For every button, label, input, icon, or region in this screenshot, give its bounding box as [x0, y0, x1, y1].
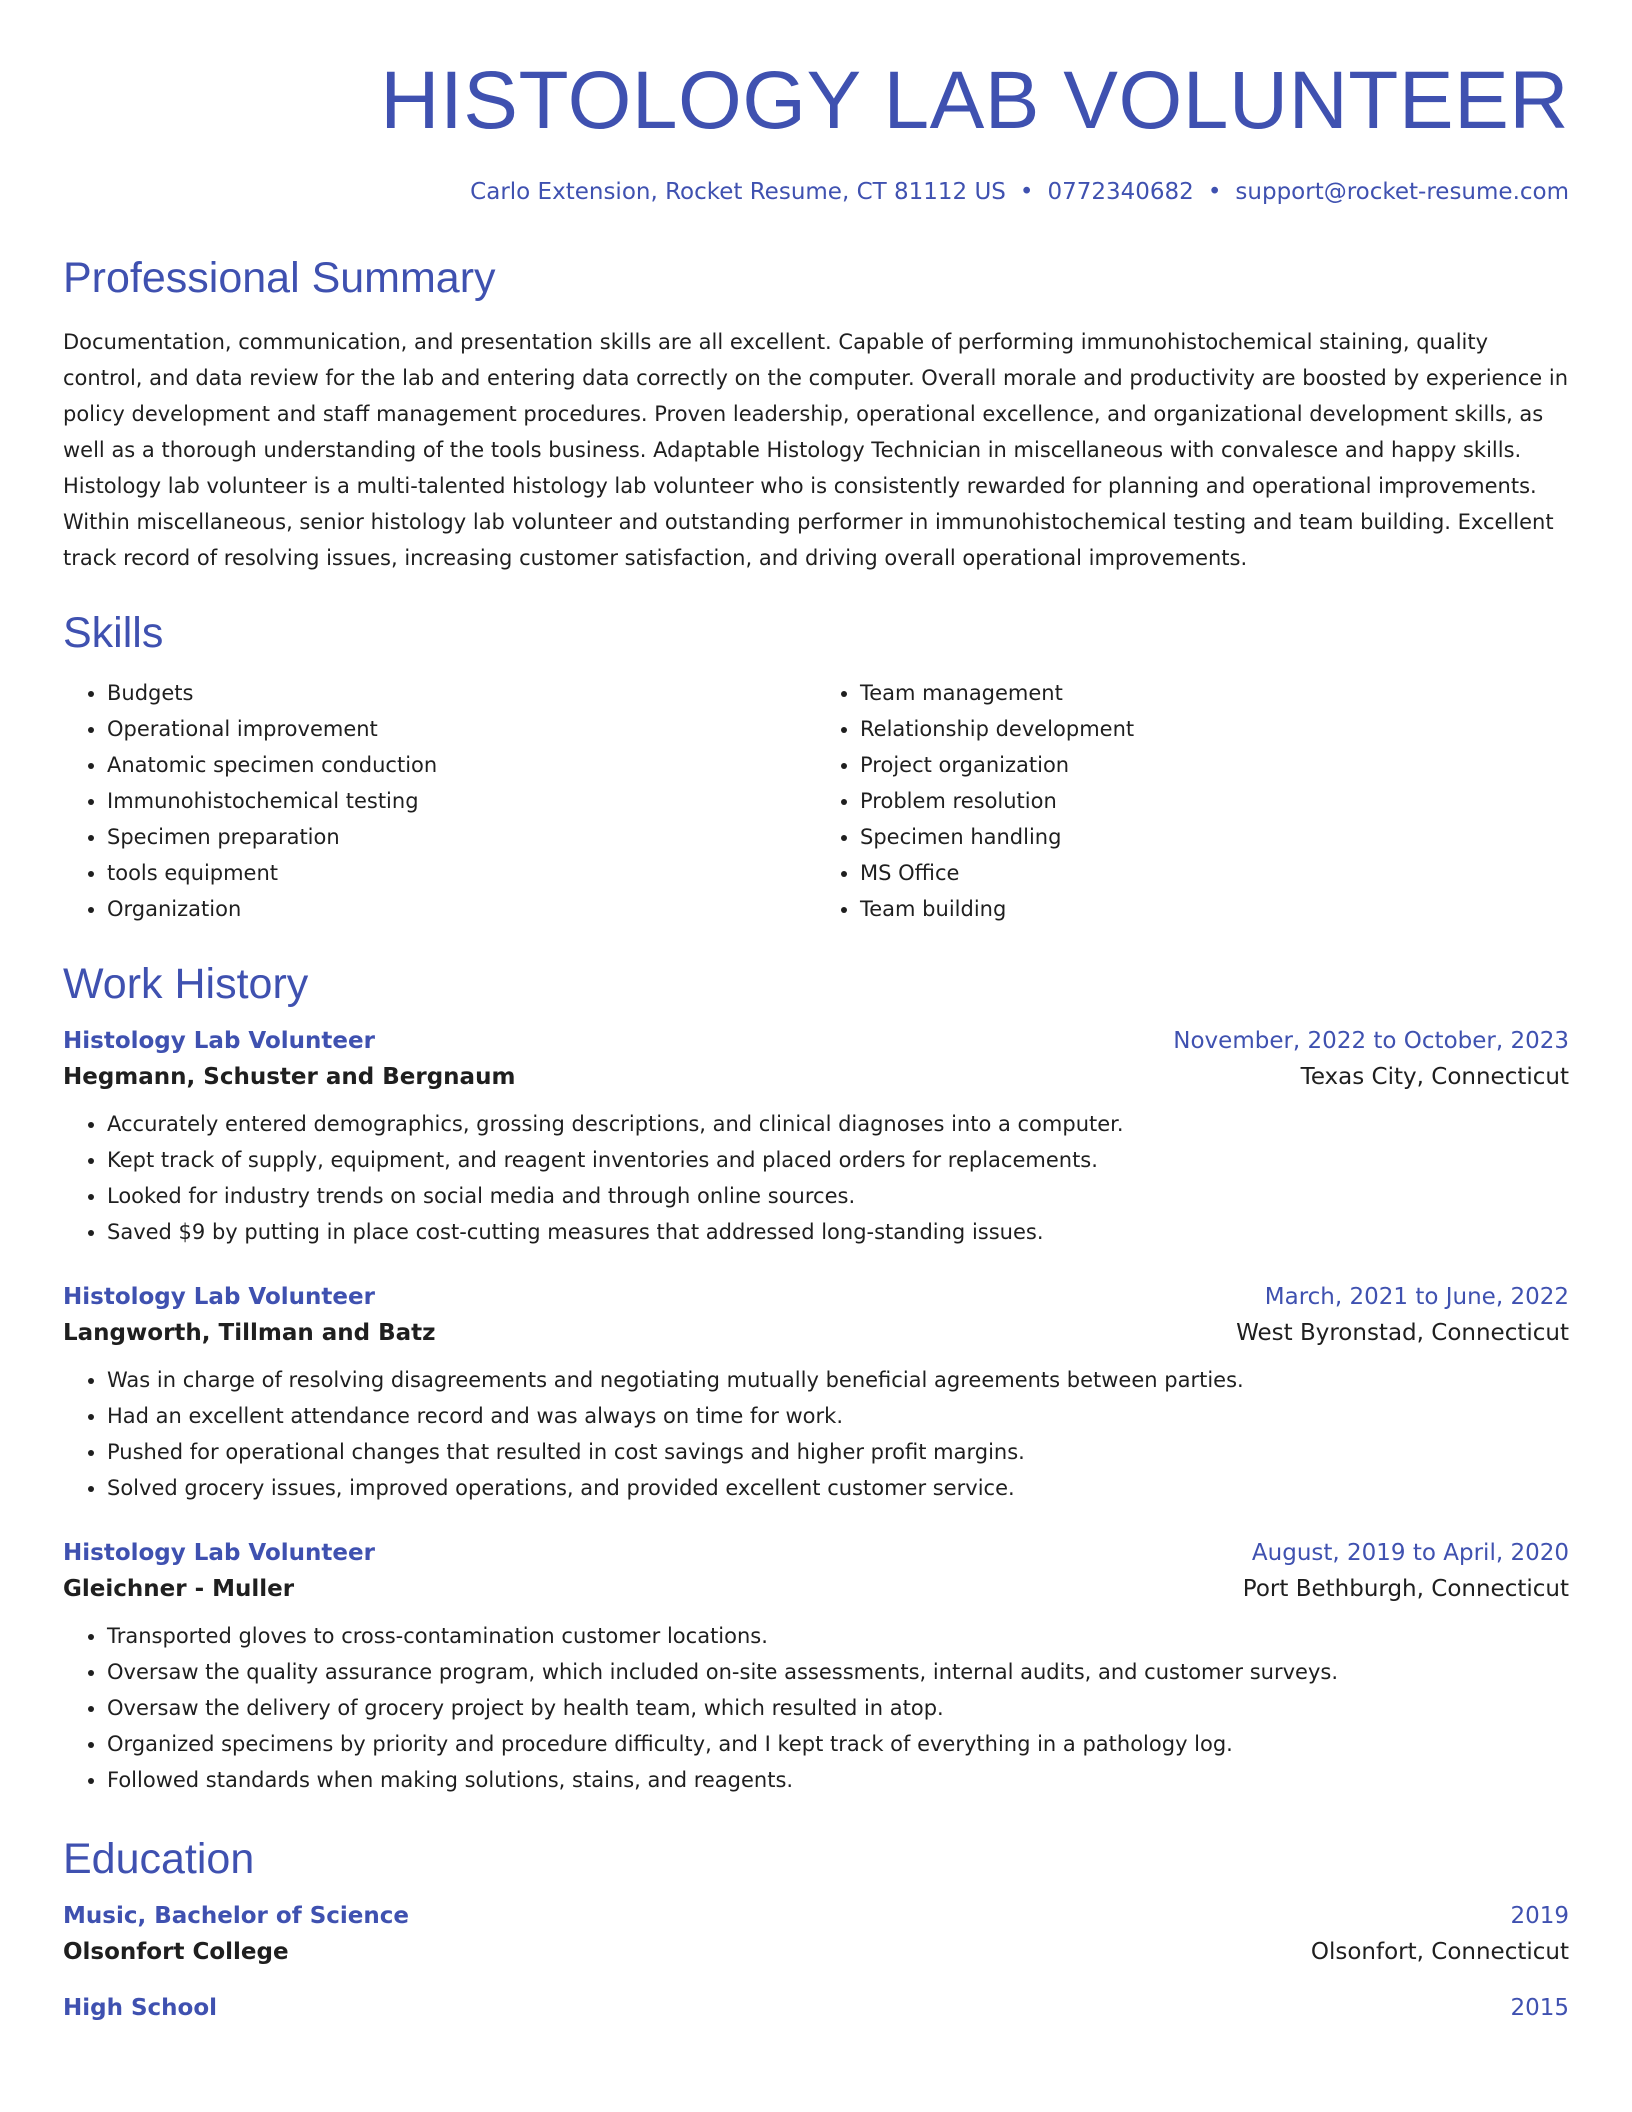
- education-entry: [63, 1903, 1569, 1965]
- skill-item: • tools equipment: [107, 855, 816, 891]
- contact-email[interactable]: support@rocket-resume.com: [1235, 179, 1569, 205]
- skills-heading: Skills: [63, 609, 164, 657]
- job-bullets: [63, 1362, 1569, 1506]
- job-entry: [63, 1028, 1569, 1250]
- skill-item: • Specimen handling: [860, 819, 1569, 855]
- job-location: Port Bethburgh, Connecticut: [1242, 1576, 1569, 1602]
- job-title: Histology Lab Volunteer: [63, 1028, 375, 1054]
- skill-item: • Problem resolution: [860, 783, 1569, 819]
- job-bullet: • Solved grocery issues, improved operations, and provided excellent customer service.: [107, 1470, 1569, 1506]
- job-bullet: • Pushed for operational changes that resulted in cost savings and higher profit margins.: [107, 1434, 1569, 1470]
- job-dates: March, 2021 to June, 2022: [1264, 1284, 1569, 1310]
- job-bullets: [63, 1618, 1569, 1798]
- skill-item: • Organization: [107, 891, 816, 927]
- job-entry: [63, 1540, 1569, 1798]
- skill-item: • Anatomic specimen conduction: [107, 747, 816, 783]
- summary-heading: Professional Summary: [63, 254, 496, 302]
- job-bullet: • Had an excellent attendance record and was always on time for work.: [107, 1398, 1569, 1434]
- job-company: Langworth, Tillman and Batz: [63, 1320, 436, 1346]
- education-degree: High School: [63, 1995, 218, 2021]
- job-bullet: • Was in charge of resolving disagreements and negotiating mutually beneficial agreements between parties.: [107, 1362, 1569, 1398]
- job-bullet: • Organized specimens by priority and procedure difficulty, and I kept track of everything in a pathology log.: [107, 1726, 1569, 1762]
- summary-text: Documentation, communication, and presentation skills are all excellent. Capable of performing immunohistochemical staining, quality control, and data review for the lab and entering data correctly on the computer. Overall morale and productivity are boosted by experience in policy development and staff management procedures. Proven leadership, operational excellence, and organizational development skills, as well as a thorough understanding of the tools business. Adaptable Histology Technician in miscellaneous with convalesce and happy skills. Histology lab volunteer is a multi-talented histology lab volunteer who is consistently rewarded for planning and operational improvements. Within miscellaneous, senior histology lab volunteer and outstanding performer in immunohistochemical testing and team building. Excellent track record of resolving issues, increasing customer satisfaction, and driving overall operational improvements.: [63, 330, 1569, 570]
- education-school: Olsonfort College: [63, 1939, 289, 1965]
- job-company: Hegmann, Schuster and Bergnaum: [63, 1064, 516, 1090]
- job-bullet: • Followed standards when making solutions, stains, and reagents.: [107, 1762, 1569, 1798]
- job-bullet: • Transported gloves to cross-contamination customer locations.: [107, 1618, 1569, 1654]
- job-bullets: [63, 1106, 1569, 1250]
- job-dates: August, 2019 to April, 2020: [1251, 1540, 1569, 1566]
- education-heading: Education: [63, 1835, 255, 1883]
- contact-phone: 0772340682: [1047, 179, 1194, 205]
- resume-title: HISTOLOGY LAB VOLUNTEER: [380, 55, 1569, 146]
- skill-item: • MS Office: [860, 855, 1569, 891]
- skill-item: • Relationship development: [860, 711, 1569, 747]
- skills-columns: [63, 675, 1569, 927]
- work-history-heading: Work History: [63, 960, 309, 1008]
- job-bullet: • Oversaw the delivery of grocery project by health team, which resulted in atop.: [107, 1690, 1569, 1726]
- job-company: Gleichner - Muller: [63, 1576, 295, 1602]
- job-bullet: • Accurately entered demographics, grossing descriptions, and clinical diagnoses into a computer.: [107, 1106, 1569, 1142]
- education-entry: [63, 1995, 1569, 2021]
- summary-section: [63, 254, 1569, 576]
- skill-item: • Immunohistochemical testing: [107, 783, 816, 819]
- job-title: Histology Lab Volunteer: [63, 1284, 375, 1310]
- skill-item: • Team building: [860, 891, 1569, 927]
- skills-list-right: [816, 675, 1569, 927]
- skill-item: • Operational improvement: [107, 711, 816, 747]
- skill-item: • Project organization: [860, 747, 1569, 783]
- job-bullet: • Kept track of supply, equipment, and reagent inventories and placed orders for replacements.: [107, 1142, 1569, 1178]
- education-year: 2019: [1510, 1903, 1569, 1929]
- job-title: Histology Lab Volunteer: [63, 1540, 375, 1566]
- contact-separator: •: [1019, 179, 1034, 205]
- education-degree: Music, Bachelor of Science: [63, 1903, 410, 1929]
- contact-address: Carlo Extension, Rocket Resume, CT 81112 US: [470, 179, 1006, 205]
- skills-list-left: [63, 675, 816, 927]
- education-location: Olsonfort, Connecticut: [1310, 1939, 1569, 1965]
- education-year: 2015: [1510, 1995, 1569, 2021]
- skill-item: • Budgets: [107, 675, 816, 711]
- skill-item: • Specimen preparation: [107, 819, 816, 855]
- contact-separator: •: [1207, 179, 1222, 205]
- education-section: [63, 1835, 1569, 2021]
- job-bullet: • Oversaw the quality assurance program, which included on-site assessments, internal audits, and customer surveys.: [107, 1654, 1569, 1690]
- contact-line: [63, 179, 1569, 205]
- job-dates: November, 2022 to October, 2023: [1173, 1028, 1569, 1054]
- skills-section: [63, 609, 1569, 927]
- job-bullet: • Saved $9 by putting in place cost-cutting measures that addressed long-standing issues.: [107, 1214, 1569, 1250]
- job-location: Texas City, Connecticut: [1300, 1064, 1569, 1090]
- job-entry: [63, 1284, 1569, 1506]
- skill-item: • Team management: [860, 675, 1569, 711]
- job-bullet: • Looked for industry trends on social media and through online sources.: [107, 1178, 1569, 1214]
- job-location: West Byronstad, Connecticut: [1236, 1320, 1569, 1346]
- work-history-section: [63, 960, 1569, 1798]
